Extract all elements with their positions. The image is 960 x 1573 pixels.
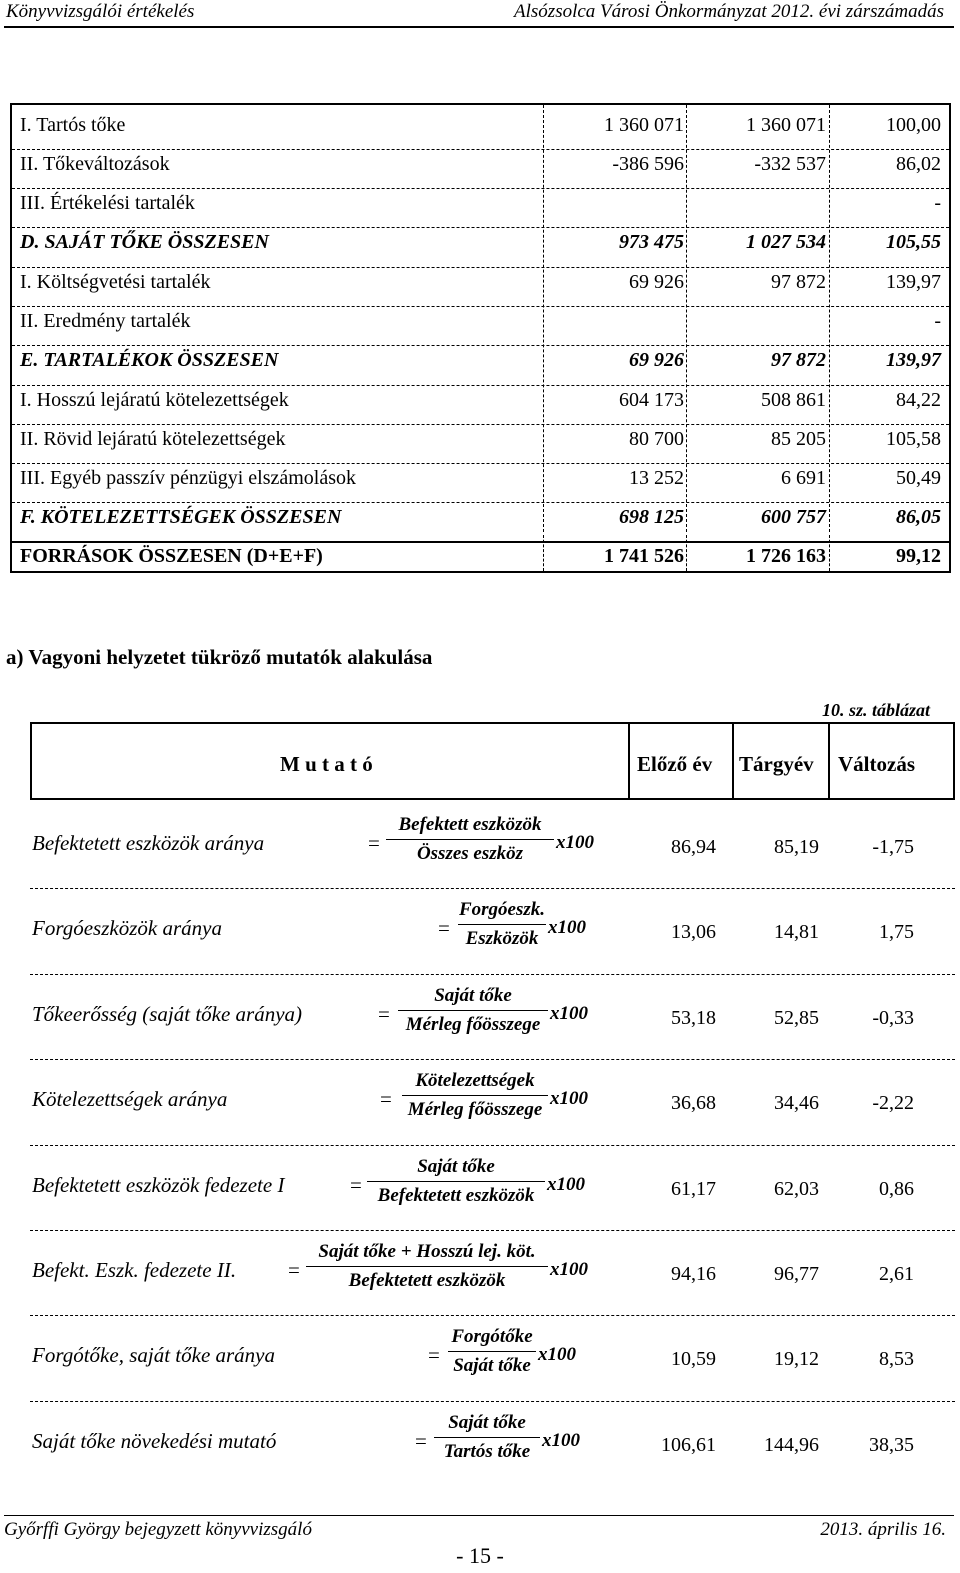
ratio-value-prev: 36,68 [671,1092,716,1114]
row-value-v2: 97 872 [771,349,826,371]
row-value-v1: 973 475 [619,231,684,253]
row-value-v2: 1 726 163 [746,545,826,567]
equals-sign: = [378,1002,390,1026]
ratio-value-prev: 61,17 [671,1178,716,1200]
row-value-v1: 80 700 [629,428,684,450]
row-value-v3: 50,49 [896,467,941,489]
column-divider [732,724,734,800]
ratio-row [30,1316,955,1402]
row-label: I. Költségvetési tartalék [20,271,211,293]
formula-denominator: Befektetett eszközök [377,1185,535,1206]
row-label: I. Hosszú lejáratú kötelezettségek [20,389,289,411]
fraction-bar [448,1351,536,1352]
column-divider [686,105,687,532]
ratio-formula [434,1412,540,1463]
fraction-bar [386,839,554,840]
ratio-value-change: -0,33 [872,1007,914,1029]
equals-sign: = [415,1429,427,1453]
header-current-year: Tárgyév [739,752,814,776]
ratio-value-change: -2,22 [872,1092,914,1114]
row-value-v2: -332 537 [754,153,826,175]
page-number: - 15 - [456,1543,504,1568]
multiplier: x100 [548,917,586,938]
equals-sign: = [428,1343,440,1367]
formula-denominator: Saját tőke [453,1355,531,1376]
equals-sign: = [350,1173,362,1197]
ratio-row [30,889,955,975]
column-divider [628,724,630,800]
table-reference: 10. sz. táblázat [821,700,930,720]
formula-numerator: Befektett eszközök [398,814,542,835]
page-header [0,0,960,26]
row-divider [12,385,949,386]
row-value-v3: 100,00 [886,114,941,136]
ratio-value-change: 1,75 [879,921,914,943]
equals-sign: = [380,1087,392,1111]
row-value-v3: 139,97 [886,271,941,293]
header-rule [4,26,954,28]
row-value-v1: 1 741 526 [604,545,684,567]
row-label: II. Eredmény tartalék [20,310,191,332]
ratio-value-prev: 86,94 [671,836,716,858]
ratio-row [30,1060,955,1146]
ratio-value-curr: 34,46 [774,1092,819,1114]
ratio-value-curr: 144,96 [764,1434,819,1456]
row-value-v1: 604 173 [619,389,684,411]
ratio-row [30,804,955,889]
row-divider [12,227,949,228]
row-value-v1: -386 596 [612,153,684,175]
header-left: Könyvvizsgálói értékelés [6,1,195,22]
row-value-v1: 69 926 [629,349,684,371]
ratio-value-prev: 94,16 [671,1263,716,1285]
ratio-value-prev: 13,06 [671,921,716,943]
ratio-value-change: -1,75 [872,836,914,858]
row-value-v2: 1 360 071 [746,114,826,136]
ratio-value-curr: 96,77 [774,1263,819,1285]
row-label: I. Tartós tőke [20,114,126,136]
multiplier: x100 [538,1344,576,1365]
formula-numerator: Saját tőke + Hosszú lej. köt. [318,1241,536,1262]
ratio-value-prev: 106,61 [661,1434,716,1456]
row-divider [12,424,949,425]
column-divider [686,535,687,571]
formula-denominator: Mérleg főösszege [407,1099,543,1120]
ratio-value-prev: 53,18 [671,1007,716,1029]
column-divider [543,105,544,532]
column-divider [829,105,830,532]
footer-rule [4,1515,954,1516]
ratio-row [30,975,955,1060]
ratio-value-change: 8,53 [879,1348,914,1370]
row-divider [12,306,949,307]
row-label: E. TARTALÉKOK ÖSSZESEN [20,349,279,371]
row-value-v2: 1 027 534 [746,231,826,253]
column-divider [828,724,830,800]
column-divider [829,535,830,571]
ratio-formula [306,1241,548,1292]
ratio-label: Tőkeerősség (saját tőke aránya) [32,1002,303,1026]
multiplier: x100 [556,832,594,853]
ratio-label: Kötelezettségek aránya [32,1087,228,1111]
row-label: III. Egyéb passzív pénzügyi elszámolások [20,467,357,489]
row-value-v3: - [934,192,941,214]
ratio-label: Befektetett eszközök fedezete I [32,1173,285,1197]
row-value-v2: 600 757 [761,506,826,528]
formula-numerator: Saját tőke [417,1156,495,1177]
row-label: F. KÖTELEZETTSÉGEK ÖSSZESEN [20,506,342,528]
ratio-formula [398,985,548,1036]
row-value-v1: 1 360 071 [604,114,684,136]
row-value-v3: 86,05 [896,506,941,528]
multiplier: x100 [547,1174,585,1195]
header-right: Alsózsolca Városi Önkormányzat 2012. évi zárszámadás [514,1,944,22]
row-value-v3: - [934,310,941,332]
ratio-formula [448,1326,536,1377]
header-previous-year: Előző év [637,752,713,776]
section-title: a) Vagyoni helyzetet tükröző mutatók alakulása [6,645,433,669]
row-value-v1: 13 252 [629,467,684,489]
row-value-v2: 97 872 [771,271,826,293]
row-value-v3: 105,58 [886,428,941,450]
ratio-value-prev: 10,59 [671,1348,716,1370]
fraction-bar [402,1095,548,1096]
row-value-v2: 85 205 [771,428,826,450]
equals-sign: = [288,1258,300,1282]
multiplier: x100 [550,1003,588,1024]
fraction-bar [398,1010,548,1011]
ratio-value-change: 2,61 [879,1263,914,1285]
row-label: FORRÁSOK ÖSSZESEN (D+E+F) [20,545,323,567]
row-divider [12,345,949,346]
row-divider [12,188,949,189]
ratio-value-curr: 85,19 [774,836,819,858]
formula-denominator: Eszközök [465,928,539,949]
header-change: Változás [838,752,915,776]
ratio-formula [402,1070,548,1121]
fraction-bar [458,924,546,925]
formula-numerator: Saját tőke [434,985,512,1006]
equals-sign: = [438,916,450,940]
column-divider [953,724,955,800]
ratio-formula [458,899,546,950]
row-label: D. SAJÁT TŐKE ÖSSZESEN [20,231,269,253]
equity-table [10,103,951,573]
row-value-v1: 69 926 [629,271,684,293]
ratio-row [30,1402,955,1486]
row-divider [12,541,949,543]
row-value-v3: 105,55 [886,231,941,253]
ratio-row [30,1146,955,1231]
multiplier: x100 [550,1259,588,1280]
row-value-v3: 99,12 [896,545,941,567]
row-divider [12,463,949,464]
row-value-v2: 508 861 [761,389,826,411]
row-value-v1: 698 125 [619,506,684,528]
equals-sign: = [368,831,380,855]
ratio-label: Forgótőke, saját tőke aránya [32,1343,276,1367]
ratio-formula [367,1156,545,1207]
row-divider [12,502,949,503]
ratio-value-change: 0,86 [879,1178,914,1200]
row-value-v2: 6 691 [781,467,826,489]
ratio-formula [386,814,554,865]
multiplier: x100 [550,1088,588,1109]
ratio-value-curr: 62,03 [774,1178,819,1200]
header-mutato: M u t a t ó [280,752,373,776]
formula-denominator: Befektetett eszközök [348,1270,506,1291]
row-divider [12,149,949,150]
row-label: II. Rövid lejáratú kötelezettségek [20,428,286,450]
formula-denominator: Tartós tőke [443,1441,531,1462]
fraction-bar [434,1437,540,1438]
row-label: III. Értékelési tartalék [20,192,195,214]
fraction-bar [306,1266,548,1267]
formula-numerator: Kötelezettségek [415,1070,535,1091]
ratio-value-curr: 19,12 [774,1348,819,1370]
ratio-row [30,1231,955,1316]
ratio-label: Forgóeszközök aránya [32,916,222,940]
ratio-value-change: 38,35 [869,1434,914,1456]
ratio-value-curr: 52,85 [774,1007,819,1029]
ratio-label: Befekt. Eszk. fedezete II. [32,1258,237,1282]
row-value-v3: 84,22 [896,389,941,411]
footer-left: Győrffi György bejegyzett könyvvizsgáló [4,1519,312,1540]
formula-numerator: Saját tőke [448,1412,526,1433]
footer-right: 2013. április 16. [820,1519,946,1540]
formula-numerator: Forgótőke [451,1326,533,1347]
fraction-bar [367,1181,545,1182]
multiplier: x100 [542,1430,580,1451]
ratio-label: Saját tőke növekedési mutató [32,1429,277,1453]
formula-denominator: Összes eszköz [416,843,524,864]
row-label: II. Tőkeváltozások [20,153,170,175]
ratio-label: Befektetett eszközök aránya [32,831,265,855]
column-divider [543,535,544,571]
row-value-v3: 86,02 [896,153,941,175]
formula-numerator: Forgóeszk. [458,899,546,920]
formula-denominator: Mérleg főösszege [405,1014,541,1035]
ratio-table-header [30,722,955,800]
ratio-value-curr: 14,81 [774,921,819,943]
row-divider [12,267,949,268]
row-value-v3: 139,97 [886,349,941,371]
